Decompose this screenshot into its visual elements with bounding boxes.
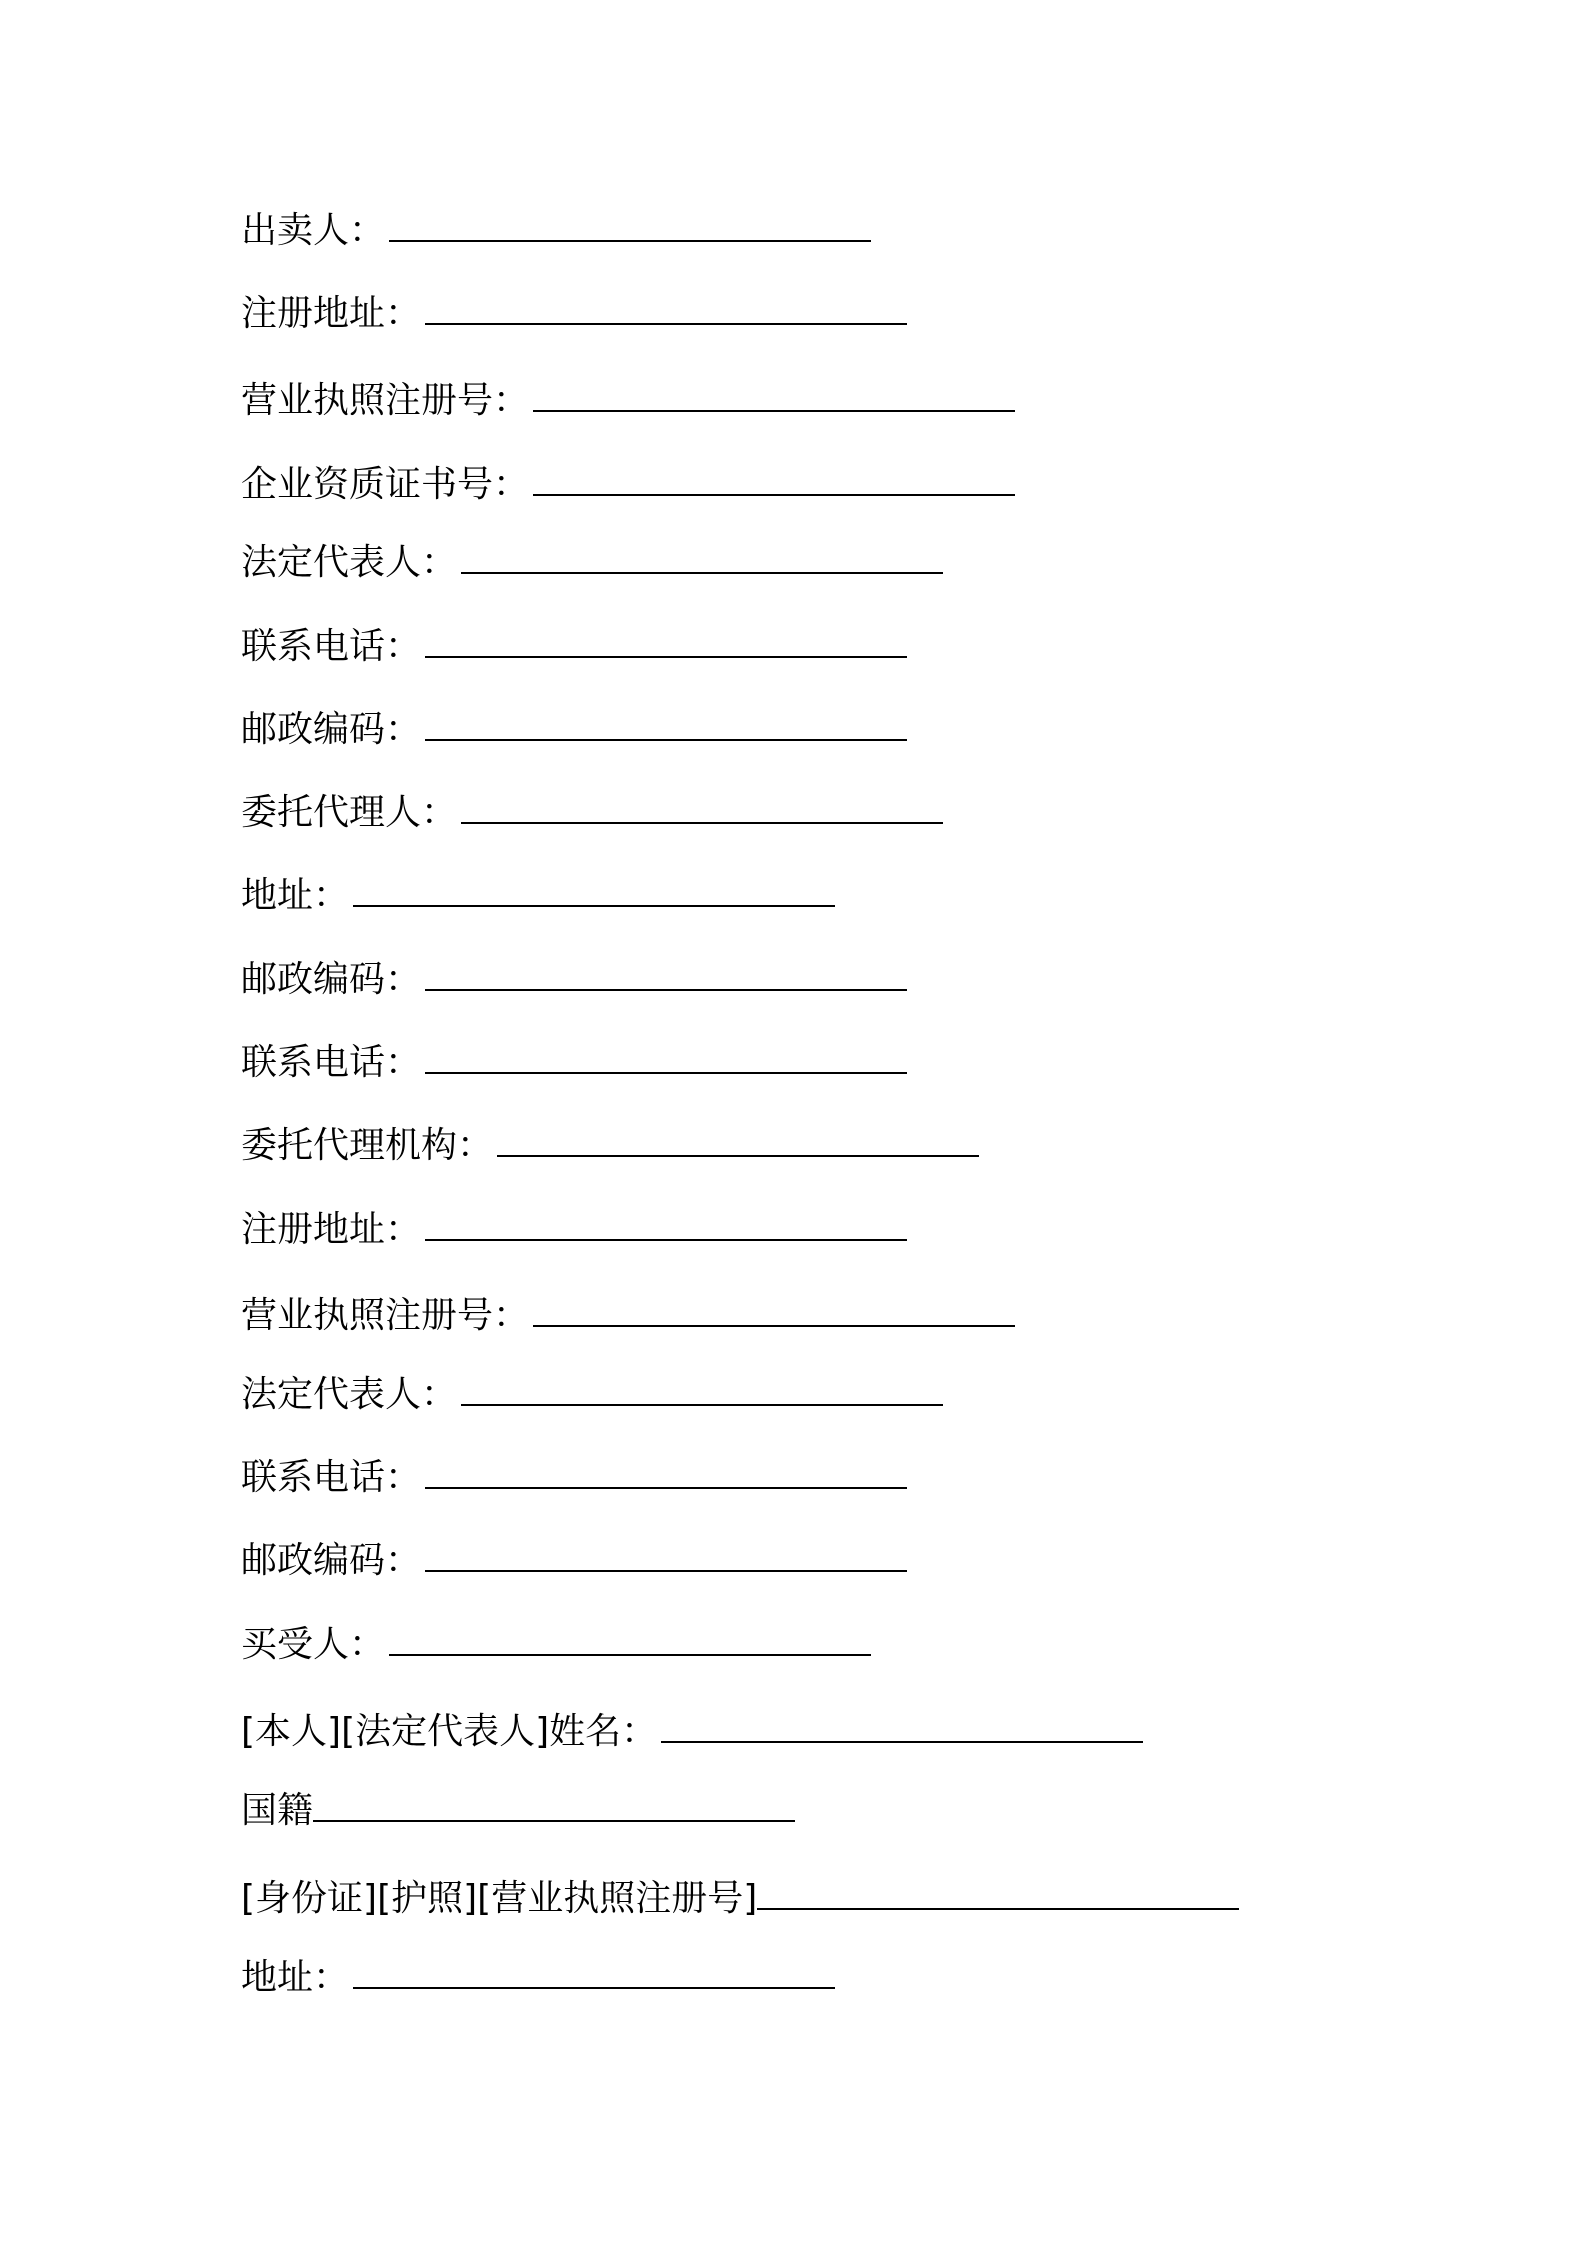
fill-blank[interactable] (425, 1536, 907, 1572)
fill-blank[interactable] (425, 289, 907, 325)
field-row-qualification-cert (241, 460, 1015, 507)
fill-blank[interactable] (389, 1620, 871, 1656)
field-row-postcode (241, 1536, 907, 1583)
fill-blank[interactable] (353, 1953, 835, 1989)
field-row-address (241, 1953, 835, 2000)
field-row-agent (241, 788, 943, 835)
field-row-legal-rep (241, 538, 943, 585)
fill-blank[interactable] (497, 1121, 979, 1157)
field-row-legal-rep (241, 1370, 943, 1417)
field-label: 营业执照注册号： (241, 1295, 530, 1336)
fill-blank[interactable] (313, 1786, 795, 1822)
field-row-name (241, 1707, 1143, 1754)
fill-blank[interactable] (533, 460, 1015, 496)
field-label: 法定代表人： (241, 542, 458, 583)
fill-blank[interactable] (533, 376, 1015, 412)
field-row-buyer (241, 1620, 871, 1667)
field-row-postcode (241, 955, 907, 1002)
field-label: 企业资质证书号： (241, 464, 530, 505)
field-row-registered-address (241, 289, 907, 336)
field-row-phone (241, 622, 907, 669)
field-row-business-license (241, 376, 1015, 423)
fill-blank[interactable] (425, 955, 907, 991)
field-label: 联系电话： (241, 626, 422, 667)
fill-blank[interactable] (425, 1205, 907, 1241)
field-label: 注册地址： (241, 1209, 422, 1250)
fill-blank[interactable] (425, 1038, 907, 1074)
fill-blank[interactable] (461, 788, 943, 824)
field-row-nationality (241, 1786, 795, 1833)
field-label: 邮政编码： (241, 1540, 422, 1581)
field-row-id-document (241, 1874, 1239, 1921)
fill-blank[interactable] (461, 538, 943, 574)
field-label: 地址： (241, 875, 350, 916)
fill-blank[interactable] (461, 1370, 943, 1406)
fill-blank[interactable] (425, 1453, 907, 1489)
field-label: 委托代理机构： (241, 1125, 494, 1166)
fill-blank[interactable] (661, 1707, 1143, 1743)
fill-blank[interactable] (389, 206, 871, 242)
field-label: [身份证][护照][营业执照注册号] (241, 1878, 758, 1919)
field-row-address (241, 871, 835, 918)
field-label: 邮政编码： (241, 959, 422, 1000)
field-label: [本人][法定代表人]姓名： (241, 1711, 658, 1752)
field-label: 联系电话： (241, 1042, 422, 1083)
fill-blank[interactable] (425, 622, 907, 658)
field-row-seller (241, 206, 871, 253)
field-row-phone (241, 1453, 907, 1500)
field-label: 注册地址： (241, 293, 422, 334)
field-label: 委托代理人： (241, 792, 458, 833)
field-row-phone (241, 1038, 907, 1085)
fill-blank[interactable] (353, 871, 835, 907)
field-label: 营业执照注册号： (241, 380, 530, 421)
fill-blank[interactable] (757, 1874, 1239, 1910)
field-row-agency (241, 1121, 979, 1168)
field-row-business-license (241, 1291, 1015, 1338)
field-label: 买受人： (241, 1624, 386, 1665)
field-row-postcode (241, 705, 907, 752)
field-label: 法定代表人： (241, 1374, 458, 1415)
field-label: 邮政编码： (241, 709, 422, 750)
field-label: 联系电话： (241, 1457, 422, 1498)
fill-blank[interactable] (425, 705, 907, 741)
field-label: 地址： (241, 1957, 350, 1998)
field-label: 出卖人： (241, 210, 386, 251)
field-label: 国籍 (241, 1790, 314, 1831)
field-row-registered-address (241, 1205, 907, 1252)
fill-blank[interactable] (533, 1291, 1015, 1327)
